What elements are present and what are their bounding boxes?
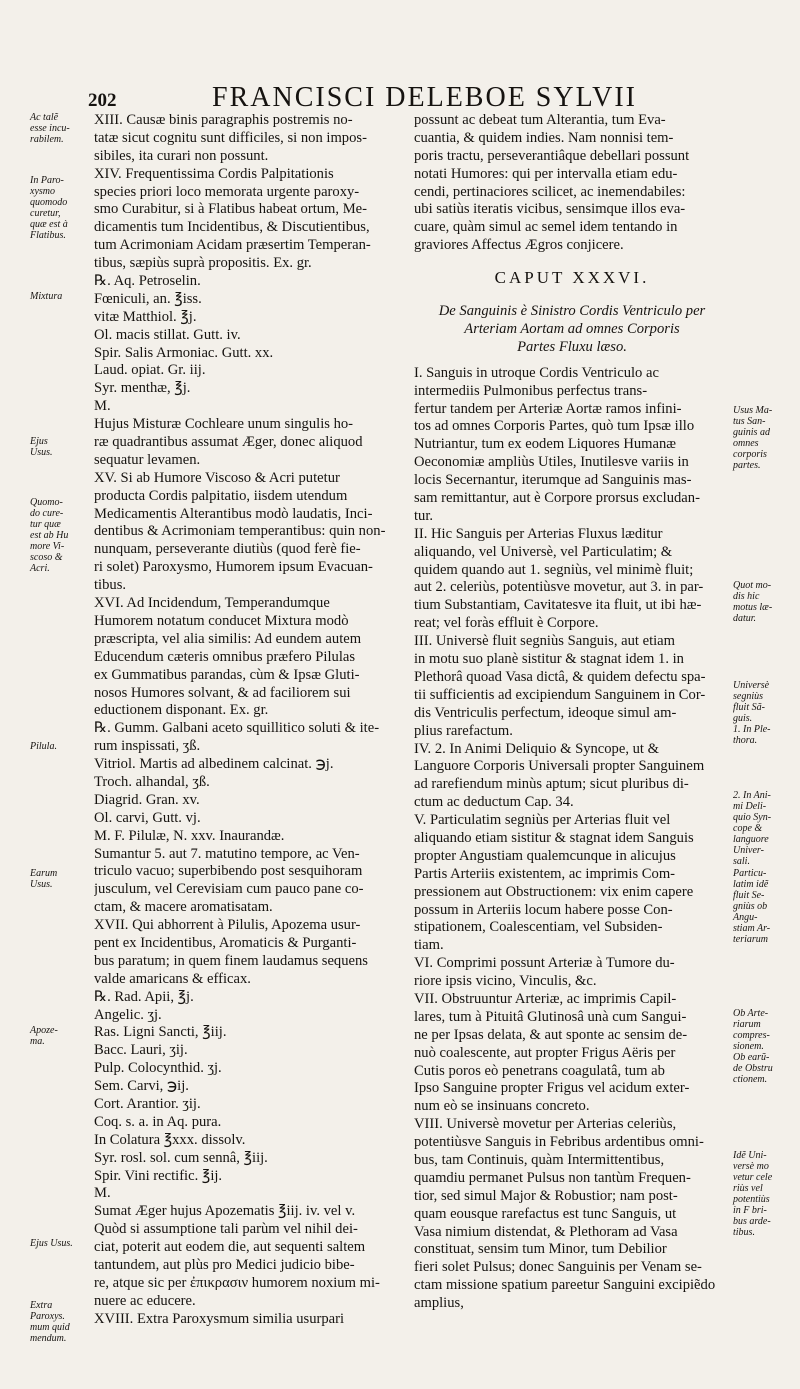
text-line: lares, tum à Pituitâ Glutinosâ unà cum Sangui-	[414, 1008, 687, 1025]
text-line: Fœniculi, an. ℥iss.	[94, 290, 202, 307]
text-line: vitæ Matthiol. ℥j.	[94, 308, 197, 325]
text-line: Bacc. Lauri, ʒij.	[94, 1042, 188, 1059]
text-line: Sumantur 5. aut 7. matutino tempore, ac Ven-	[94, 845, 360, 862]
text-line: pent ex Incidentibus, Aromaticis & Purganti-	[94, 934, 357, 951]
text-line: tium Substantiam, Cavitatesve ita fluit, ut ibi hæ-	[414, 597, 702, 614]
text-line: tum Acrimoniam Acidam præsertim Temperan-	[94, 237, 371, 254]
text-line: Coq. s. a. in Aq. pura.	[94, 1113, 222, 1130]
text-line: fieri solet Pulsus; donec Sanguinis per Venam se-	[414, 1259, 702, 1276]
text-line: Partis Arteriis existentem, ac imprimis Com-	[414, 865, 676, 882]
text-line: præscripta, vel alia similis: Ad eundem autem	[94, 630, 362, 647]
text-line: cuare, quàm simul ac semel idem tentando in	[414, 219, 678, 236]
text-line: triculo vacuo; superbibendo post sesquihoram	[94, 863, 363, 880]
text-line: De Sanguinis è Sinistro Cordis Ventriculo per	[438, 303, 706, 320]
text-line: nuò coalescente, aut propter Frigus Aëris per	[414, 1044, 676, 1061]
text-line: XVIII. Extra Paroxysmum similia usurpari	[94, 1310, 345, 1327]
text-line: Humorem notatum conducet Mixtura modò	[94, 612, 349, 629]
text-line: ctum ac deductum Cap. 34.	[414, 794, 574, 811]
text-line: valde amaricans & efficax.	[94, 970, 251, 987]
text-line: in motu suo planè sistitur & stagnat idem 1. in	[414, 651, 684, 668]
text-line: sequatur levamen.	[94, 451, 201, 468]
text-line: aliquando etiam sistitur & stagnat idem Sanguis	[414, 829, 694, 846]
text-line: poris tractu, perseverantiâque debellari possunt	[414, 147, 690, 164]
text-line: nunquam, perseverante diutiùs (quod ferè fie-	[94, 541, 361, 558]
text-line: bus paratum; in quem finem laudamus sequens	[94, 952, 368, 969]
text-line: amplius,	[414, 1295, 464, 1312]
text-line: Nutriantur, tum ex eodem Liquores Humanæ	[414, 436, 677, 453]
margin-note: Apoze- ma.	[30, 1025, 58, 1047]
margin-note: Earum Usus.	[30, 868, 58, 890]
text-line: aliquando, vel Universè, vel Particulatim; &	[414, 543, 673, 560]
text-line: Syr. menthæ, ℥j.	[94, 380, 191, 397]
text-line: species priori loco memorata urgente paroxy-	[94, 183, 360, 200]
text-line: notati Humores: qui per intervalla etiam edu-	[414, 165, 678, 182]
text-line: nosos Humores solvant, & ad faciliorem sui	[94, 684, 351, 701]
text-line: Medicamentis Alterantibus modò laudatis, Inci-	[94, 505, 373, 522]
text-line: Partes Fluxu læso.	[517, 338, 627, 355]
margin-note: 2. In Ani- mi Deli- quio Syn- cope & languore Univer- sali.	[733, 790, 772, 867]
text-line: dis Ventriculis perfectum, ideoque simul am-	[414, 704, 677, 721]
text-line: riore ipsis vicino, Vinculis, &c.	[414, 973, 597, 990]
text-line: dicamentis tum Incidentibus, & Discutientibus,	[94, 219, 370, 236]
text-line: propter Angustiam qualemcunque in alicujus	[414, 847, 676, 864]
margin-note: Idẽ Uni- versè mo vetur cele riùs vel potentiùs in F bri- bus arde- tibus.	[733, 1150, 773, 1238]
text-line: quamdiu permanet Pulsus non tantùm Frequen-	[414, 1169, 691, 1186]
margin-note: Pilula.	[30, 741, 57, 752]
margin-note: Universè segniùs fluit Sã- guis. 1. In Ple- thora.	[733, 680, 771, 746]
margin-note: Particu- latim idẽ fluit Se- gniùs ob Angu- stiam Ar- teriarum	[733, 868, 771, 945]
running-head: FRANCISCI DELEBOE SYLVII	[212, 82, 637, 113]
text-line: cuantia, & quidem indies. Nam nonnisi tem-	[414, 129, 674, 146]
text-line: Ras. Ligni Sancti, ℥iij.	[94, 1024, 227, 1041]
text-line: Cutis poros eò penetrans coagulatâ, tum ab	[414, 1062, 665, 1079]
text-line: tatæ sicut cognitu sunt difficiles, si non impos-	[94, 129, 367, 146]
text-line: sibiles, ita curari non possunt.	[94, 147, 269, 164]
text-line: stipationem, Coalescentiam, vel Subsiden-	[414, 919, 663, 936]
margin-note: Ac talẽ esse incu- rabilem.	[30, 112, 70, 145]
text-line: XVI. Ad Incidendum, Temperandumque	[94, 595, 330, 612]
text-line: nuere ac educere.	[94, 1292, 196, 1309]
text-line: ℞. Rad. Apii, ℥j.	[94, 988, 194, 1005]
text-line: pressionem aut Obstructionem: vix enim capere	[414, 883, 694, 900]
text-line: M. F. Pilulæ, N. xxv. Inaurandæ.	[94, 827, 285, 844]
text-line: VII. Obstruuntur Arteriæ, ac imprimis Capil-	[414, 990, 677, 1007]
text-line: fertur tandem per Arteriæ Aortæ ramos infini-	[414, 400, 682, 417]
text-line: rum inspissati, ʒß.	[94, 738, 201, 755]
text-line: possunt ac debeat tum Alterantia, tum Eva-	[414, 112, 666, 128]
text-line: Hujus Misturæ Cochleare unum singulis ho-	[94, 416, 354, 433]
text-line: Cort. Arantior. ʒij.	[94, 1095, 201, 1112]
text-line: Spir. Salis Armoniac. Gutt. xx.	[94, 344, 274, 361]
text-line: Laud. opiat. Gr. iij.	[94, 362, 206, 379]
text-line: Ol. macis stillat. Gutt. iv.	[94, 326, 241, 343]
text-line: quam eousque rarefactus est tunc Sanguis, ut	[414, 1205, 677, 1222]
text-line: ubi satiùs iteratis vicibus, sensimque illos eva-	[414, 201, 686, 218]
text-line: possum in Arteriis locum habere posse Con-	[414, 901, 673, 918]
margin-note: Quomo- do cure- tur quæ est ab Hu more Vi- scoso & Acri.	[30, 497, 69, 574]
text-line: V. Particulatim segniùs per Arterias fluit vel	[414, 812, 671, 829]
text-line: Angelic. ʒj.	[94, 1006, 162, 1023]
text-line: I. Sanguis in utroque Cordis Ventriculo ac	[414, 364, 659, 381]
text-line: ri solet) Paroxysmo, Humorem ipsum Evacuan-	[94, 559, 373, 576]
text-line: re, atque sic per ἐπικρασιν humorem noxium mi-	[94, 1274, 380, 1291]
text-line: XIV. Frequentissima Cordis Palpitationis	[94, 165, 334, 182]
text-line: ℞. Aq. Petroselin.	[94, 273, 201, 290]
text-line: plius rarefactum.	[414, 722, 513, 739]
text-line: ræ quadrantibus assumat Æger, donec aliquod	[94, 434, 363, 451]
text-line: M.	[94, 1185, 111, 1202]
text-line: Educendum cæteris omnibus præfero Pilulas	[94, 648, 356, 665]
text-line: Oeconomiæ ampliùs Utiles, Inutilesve variis in	[414, 454, 689, 471]
text-line: Diagrid. Gran. xv.	[94, 791, 200, 808]
text-line: II. Hic Sanguis per Arterias Fluxus læditur	[414, 525, 663, 542]
margin-note: Mixtura	[30, 291, 63, 302]
page-header	[0, 82, 800, 116]
text-line: In Colatura ℥xxx. dissolv.	[94, 1131, 246, 1148]
text-line: Quòd si assumptione tali parùm vel nihil dei-	[94, 1221, 358, 1238]
text-line: producta Cordis palpitatio, iisdem utendum	[94, 487, 348, 504]
text-line: Vasa nimium distendat, & Plethoram ad Vasa	[414, 1223, 678, 1240]
text-line: reat; vel foràs effluit è Corpore.	[414, 615, 599, 632]
page-number: 202	[88, 90, 117, 111]
margin-note: Ejus Usus.	[30, 436, 53, 458]
text-line: tibus, sæpiùs suprà propositis. Ex. gr.	[94, 255, 312, 272]
text-line: cendi, pertinaciores scilicet, ac inemendabiles:	[414, 183, 686, 200]
text-line: VI. Comprimi possunt Arteriæ à Tumore du-	[414, 955, 675, 972]
text-line: bus, tam Continuis, quàm Intermittentibus,	[414, 1151, 665, 1168]
text-line: Sumat Æger hujus Apozematis ℥iij. iv. vel v.	[94, 1203, 356, 1220]
text-line: tibus.	[94, 577, 127, 594]
text-line: tiam.	[414, 937, 444, 954]
text-line: ℞. Gumm. Galbani aceto squillitico soluti & ite-	[94, 720, 380, 737]
text-line: Vitriol. Martis ad albedinem calcinat. ℈j.	[94, 756, 334, 773]
text-line: ex Gummatibus parandas, cùm & Ipsæ Gluti-	[94, 666, 360, 683]
chapter-title: CAPUT XXXVI.	[494, 269, 650, 288]
text-line: ctam, & macere aromatisatam.	[94, 899, 273, 916]
text-line: IV. 2. In Animi Deliquio & Syncope, ut &	[414, 740, 659, 757]
text-line: tii sufficientis ad excipiendum Sanguinem in Cor-	[414, 686, 706, 703]
text-line: Pulp. Colocynthid. ʒj.	[94, 1060, 222, 1077]
text-line: intermediis Pulmonibus perfectus trans-	[414, 382, 648, 399]
text-line: locis Secernantur, iterumque ad Sanguinis mas-	[414, 472, 692, 489]
margin-note: Usus Ma- tus San- guinis ad omnes corporis partes.	[733, 405, 773, 471]
text-line: Ipso Sanguine propter Frigus vel acidum exter-	[414, 1080, 690, 1097]
margin-note: Quot mo- dis hic motus læ- datur.	[733, 580, 773, 624]
text-line: Arteriam Aortam ad omnes Corporis	[464, 321, 680, 338]
text-line: VIII. Universè movetur per Arterias celeriùs,	[414, 1116, 677, 1133]
margin-note: Extra Paroxys. mum quid mendum.	[30, 1300, 70, 1344]
text-line: num eò se insinuans concreto.	[414, 1098, 590, 1115]
left-text-column	[94, 112, 416, 1329]
text-line: III. Universè fluit segniùs Sanguis, aut etiam	[414, 633, 676, 650]
text-line: Plethorâ quoad Vasa dictâ, & quidem defectu spa-	[414, 668, 706, 685]
text-line: constituat, sensim tum Minor, tum Debilior	[414, 1241, 667, 1258]
text-line: XIII. Causæ binis paragraphis postremis no-	[94, 112, 353, 128]
text-line: graviores Affectus Ægros conjicere.	[414, 237, 624, 254]
text-line: Sem. Carvi, ℈ij.	[94, 1078, 189, 1095]
text-line: XV. Si ab Humore Viscoso & Acri putetur	[94, 469, 340, 486]
text-line: Syr. rosl. sol. cum sennâ, ℥iij.	[94, 1149, 268, 1166]
right-text-column	[414, 112, 730, 1313]
text-line: ad rarefiendum minùs aptum; sicut pluribus di-	[414, 776, 689, 793]
text-line: quidem quando aut 1. segniùs, vel minimè fluit;	[414, 561, 694, 578]
margin-note: Ejus Usus.	[30, 1238, 73, 1249]
text-line: Spir. Vini rectific. ℥ij.	[94, 1167, 223, 1184]
text-line: smo Curabitur, si à Flatibus habeat ortum, Me-	[94, 201, 368, 218]
margin-note: In Paro- xysmo quomodo curetur, quæ est à Flatibus.	[30, 175, 68, 241]
text-line: aut 2. celeriùs, potentiùsve movetur, aut 3. in par-	[414, 579, 704, 596]
text-line: tur.	[414, 507, 434, 524]
text-line: sam remittantur, aut è Corpore prorsus excludan-	[414, 490, 700, 507]
text-line: ne per Ipsas delata, & aut sponte ac sensim de-	[414, 1026, 688, 1043]
text-line: ctam missione spatium pareetur Sanguini excipiẽdo	[414, 1277, 716, 1294]
text-line: tantundem, aut plùs pro Medici judicio bibe-	[94, 1257, 355, 1273]
margin-note: Ob Arte- riarum compres- sionem. Ob earũ- de Obstru ctionem.	[733, 1008, 773, 1085]
text-line: jusculum, vel Cerevisiam cum pauco pane co-	[94, 881, 364, 898]
text-line: tos ad omnes Corporis Partes, quò tum Ipsæ illo	[414, 418, 695, 435]
text-line: eductionem disponant. Ex. gr.	[94, 702, 269, 719]
text-line: ciat, poterit aut eodem die, aut sequenti saltem	[94, 1239, 366, 1256]
text-line: potentiùsve Sanguis in Febribus ardentibus omni-	[414, 1134, 704, 1151]
text-line: M.	[94, 398, 111, 415]
text-line: XVII. Qui abhorrent à Pilulis, Apozema usur-	[94, 917, 361, 934]
text-line: Languore Corporis Universali propter Sanguinem	[414, 758, 705, 775]
text-line: tior, sed simul Major & Robustior; nam post-	[414, 1187, 678, 1204]
text-line: Troch. alhandal, ʒß.	[94, 773, 210, 790]
text-line: Ol. carvi, Gutt. vj.	[94, 809, 201, 826]
text-line: dentibus & Acrimoniam temperantibus: quin non-	[94, 523, 386, 540]
